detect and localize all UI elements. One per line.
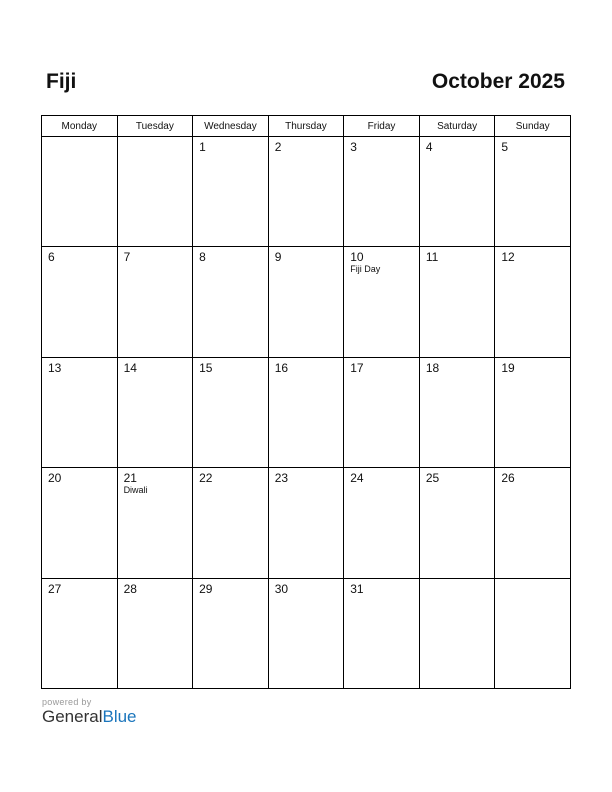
weekday-saturday: Saturday: [419, 116, 495, 137]
brand-blue: Blue: [102, 707, 137, 726]
day-number: 26: [501, 471, 515, 486]
weekday-thursday: Thursday: [268, 116, 344, 137]
day-cell: [344, 578, 420, 688]
day-cell: [268, 468, 344, 578]
day-number: 5: [501, 140, 509, 154]
day-cell: [268, 137, 344, 247]
day-number: [420, 579, 495, 582]
day-number: 4: [425, 140, 433, 154]
day-cell: [344, 247, 420, 357]
day-cell: [268, 247, 344, 357]
day-number: 6: [48, 250, 55, 265]
day-cell: [117, 137, 193, 247]
day-cell: [117, 357, 193, 467]
day-cell: [193, 468, 269, 578]
day-cell: [268, 578, 344, 688]
generalblue-logo: [42, 708, 137, 726]
day-cell: [193, 247, 269, 357]
day-number: 24: [350, 471, 364, 486]
day-number: 31: [350, 581, 364, 596]
day-cell: [193, 357, 269, 467]
day-number: [495, 579, 570, 582]
week-row: [42, 137, 571, 247]
day-number: 14: [123, 360, 137, 375]
day-cell: [419, 137, 495, 247]
day-cell: [42, 468, 118, 578]
day-cell: [419, 247, 495, 357]
day-number: 1: [199, 140, 206, 154]
day-number: 27: [48, 581, 62, 596]
day-cell: [193, 578, 269, 688]
week-row: [42, 578, 571, 688]
brand-general: General: [42, 707, 103, 726]
day-number: 7: [123, 250, 131, 265]
day-number: 20: [48, 471, 62, 486]
weekday-sunday: Sunday: [495, 116, 571, 137]
day-number: 8: [199, 250, 206, 265]
weekday-wednesday: Wednesday: [193, 116, 269, 137]
day-number: 30: [274, 581, 289, 596]
day-cell: [495, 137, 571, 247]
day-number: 10: [350, 250, 364, 265]
holiday-label: Fiji Day: [350, 264, 381, 275]
footer-branding: [42, 697, 137, 726]
week-row: [42, 468, 571, 578]
day-cell: [42, 578, 118, 688]
day-cell: [117, 247, 193, 357]
day-number: 15: [199, 360, 213, 375]
day-cell: [268, 357, 344, 467]
weekday-tuesday: Tuesday: [117, 116, 193, 137]
day-number: 23: [274, 471, 289, 486]
day-cell: [495, 578, 571, 688]
day-number: 16: [274, 360, 289, 375]
day-number: 29: [199, 581, 213, 596]
day-cell: [495, 468, 571, 578]
day-cell: [344, 137, 420, 247]
day-number: 17: [350, 360, 364, 375]
week-row: [42, 247, 571, 357]
day-number: 11: [425, 250, 439, 265]
country-title: Fiji: [46, 70, 77, 93]
day-number: 9: [274, 250, 282, 265]
day-cell: [419, 578, 495, 688]
day-number: 22: [199, 471, 213, 486]
week-row: [42, 357, 571, 467]
day-number: 2: [274, 140, 282, 154]
day-cell: [117, 468, 193, 578]
day-number: 19: [501, 360, 515, 375]
day-cell: [419, 357, 495, 467]
month-title: October 2025: [431, 70, 565, 93]
day-number: 25: [425, 471, 440, 486]
day-cell: [344, 468, 420, 578]
day-cell: [193, 137, 269, 247]
calendar-grid: [41, 115, 571, 689]
weekday-friday: Friday: [344, 116, 420, 137]
weekday-monday: Monday: [42, 116, 118, 137]
day-number: 13: [48, 360, 62, 375]
day-cell: [419, 468, 495, 578]
day-cell: [42, 137, 118, 247]
day-cell: [495, 247, 571, 357]
day-number: 18: [425, 360, 440, 375]
day-number: 3: [350, 140, 357, 154]
day-number: 12: [501, 250, 515, 265]
day-number: 21: [123, 471, 137, 486]
day-cell: [117, 578, 193, 688]
day-number: [42, 137, 117, 140]
holiday-label: Diwali: [123, 485, 148, 496]
day-number: 28: [123, 581, 137, 596]
day-cell: [344, 357, 420, 467]
day-cell: [42, 247, 118, 357]
day-cell: [42, 357, 118, 467]
day-cell: [495, 357, 571, 467]
powered-by-text: powered by: [42, 697, 92, 707]
day-number: [118, 137, 193, 140]
weekday-header-row: [42, 116, 571, 137]
